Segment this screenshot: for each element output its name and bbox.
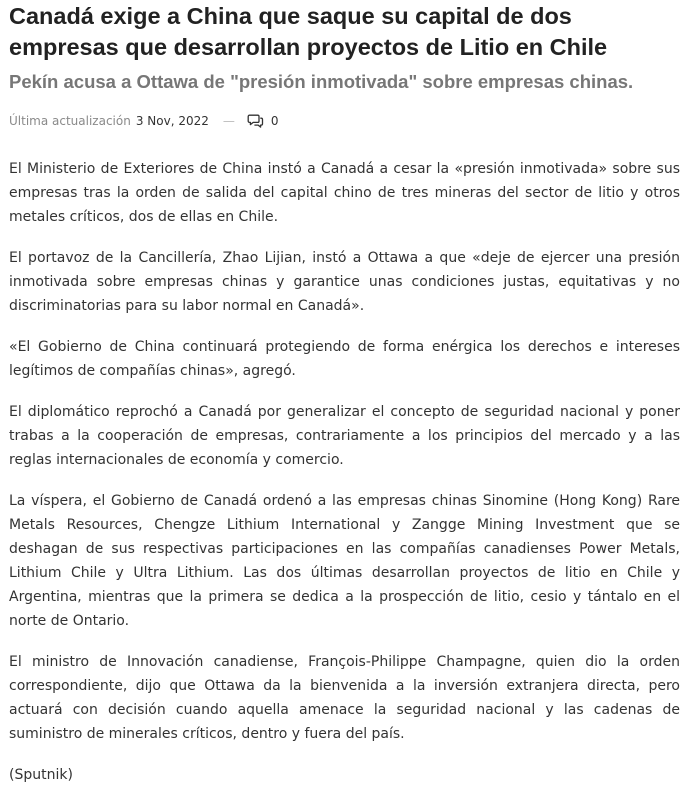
- paragraph: El diplomático reprochó a Canadá por generalizar el concepto de seguridad nacional y poner trabas a la cooperación de empresas, contrariamente a los principios del mercado y a las reglas internacionales de economía y comercio.: [9, 404, 680, 468]
- updated-date: 3 Nov, 2022: [135, 114, 209, 128]
- paragraph: La víspera, el Gobierno de Canadá ordenó a las empresas chinas Sinomine (Hong Kong) Rare Metals Resources, Chengze Lithium International y Zangge Mining Investment que se deshagan de sus respectivas participaciones en las compañías canadienses Power Metals, Lithium Chile y Ultra Lithium. Las dos últimas desarrollan proyectos de litio en Chile y Argentina, mientras que la primera se dedica a la prospección de litio, cesio y tántalo en el norte de Ontario.: [9, 493, 680, 629]
- source-credit: (Sputnik): [9, 767, 73, 783]
- paragraph: El ministro de Innovación canadiense, François-Philippe Champagne, quien dio la orden correspondiente, dijo que Ottawa da la bienvenida a la inversión extranjera directa, pero actuará con decisión cuando aquella amenace la seguridad nacional y las cadenas de suministro de minerales críticos, dentro y fuera del país.: [9, 654, 680, 742]
- article-meta: [9, 113, 680, 129]
- paragraph: El Ministerio de Exteriores de China instó a Canadá a cesar la «presión inmotivada» sobre sus empresas tras la orden de salida del capital chino de tres mineras del sector de litio y otros metales críticos, dos de ellas en Chile.: [9, 161, 680, 225]
- paragraph: El portavoz de la Cancillería, Zhao Lijian, instó a Ottawa a que «deje de ejercer una presión inmotivada sobre empresas chinas y garantice unas condiciones justas, equitativas y no discriminatorias para su labor normal en Canadá».: [9, 250, 680, 314]
- article-subtitle: Pekín acusa a Ottawa de "presión inmotivada" sobre empresas chinas.: [9, 71, 634, 92]
- article-title: Canadá exige a China que saque su capital de dos empresas que desarrollan proyectos de Litio en Chile: [9, 3, 608, 60]
- comments-count: 0: [270, 114, 279, 128]
- article: [9, 0, 680, 804]
- paragraph: «El Gobierno de China continuará protegiendo de forma enérgica los derechos e intereses legítimos de compañías chinas», agregó.: [9, 339, 680, 379]
- comments-icon: [247, 114, 264, 128]
- meta-separator: —: [222, 114, 235, 128]
- updated-label: Última actualización: [9, 114, 131, 128]
- article-body: [9, 157, 680, 787]
- comments-link[interactable]: [247, 114, 279, 128]
